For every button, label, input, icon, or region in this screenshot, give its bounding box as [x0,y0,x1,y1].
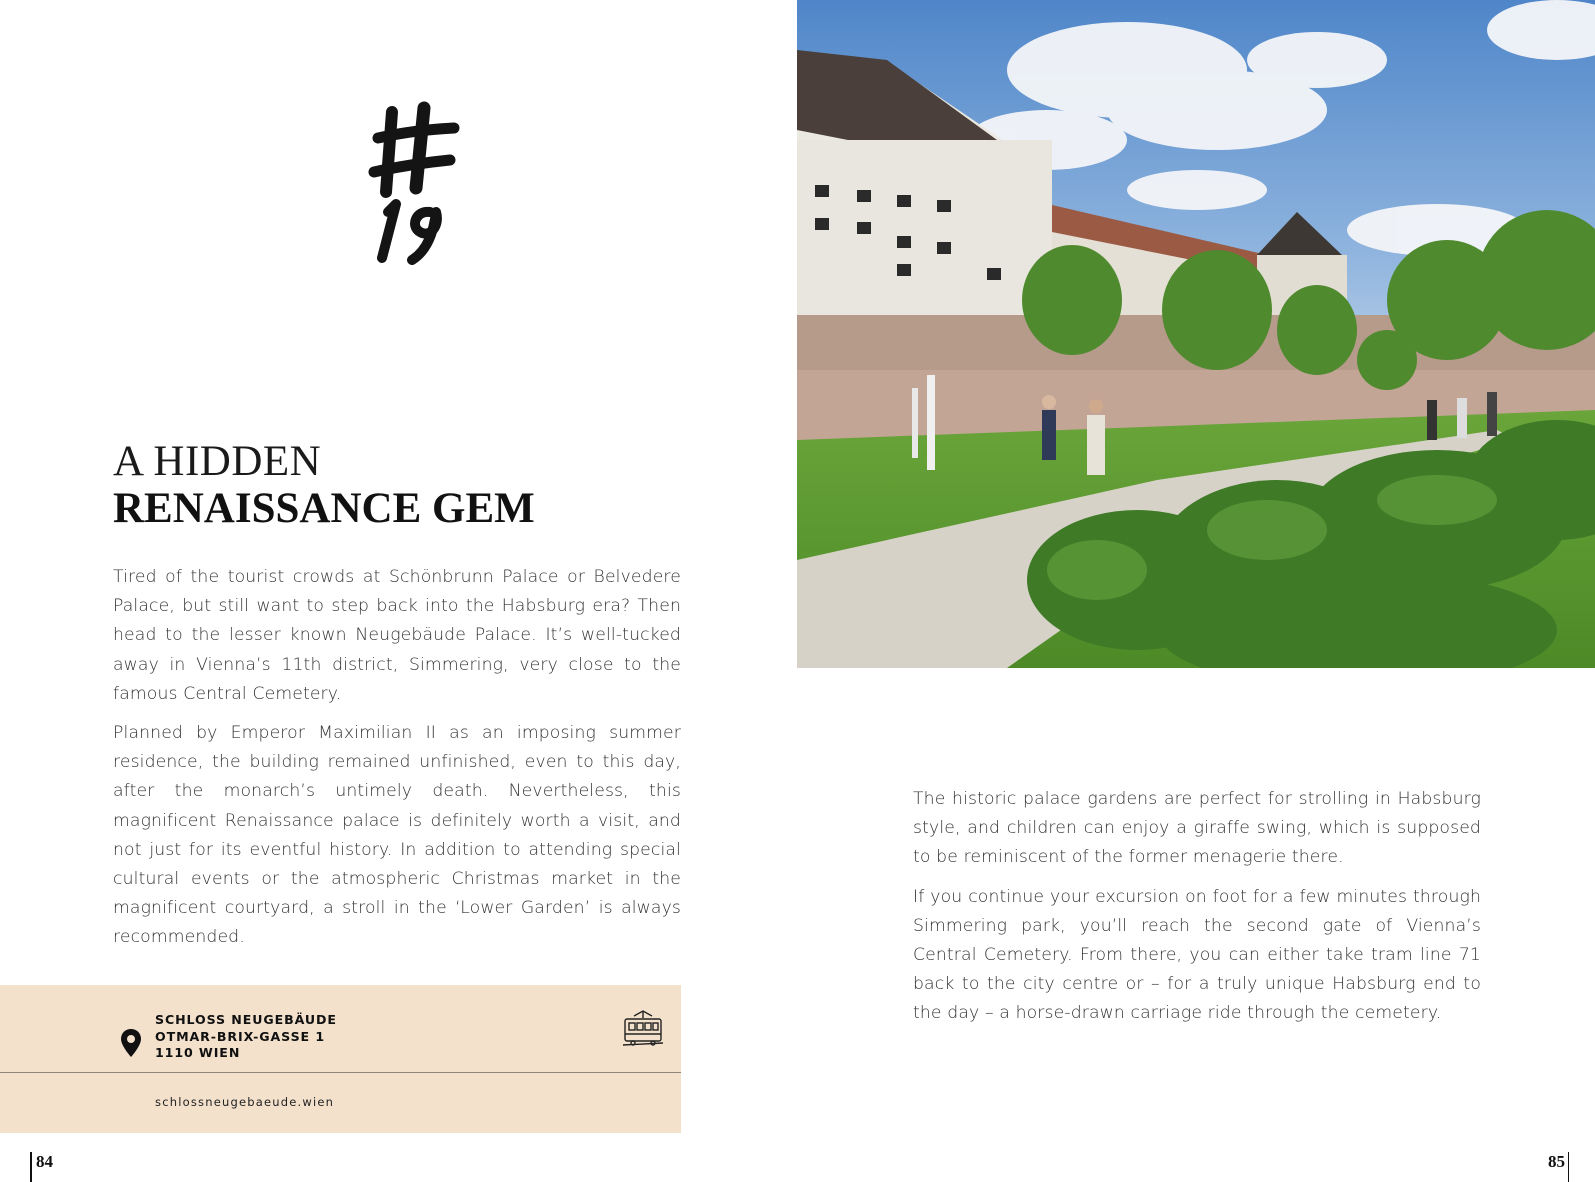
page-number-left: 84 [36,1152,53,1171]
tram-icon [622,1010,664,1050]
paragraph: If you continue your excursion on foot for a few minutes through Simmering park, you’ll reach the second gate of Vienna’s Central Cemetery. From there, you can either take tram line 71 back to the city centre or – for a truly unique Habsburg end to the day – a horse-drawn carriage ride through the cemetery. [913,886,1481,1024]
title-line-2: RENAISSANCE GEM [113,485,535,532]
address-line: 1110 WIEN [155,1045,241,1060]
page-number-rule [1568,1152,1570,1182]
brush-hashtag-19 [368,100,478,270]
title-line-1: A HIDDEN [113,438,322,485]
page-title [113,440,535,530]
page-number-right: 85 [1548,1152,1565,1171]
info-box [0,985,681,1133]
website-link[interactable]: schlossneugebaeude.wien [155,1095,335,1109]
palace-garden-photo [797,0,1595,668]
right-body-text [913,785,1481,1039]
info-divider [0,1072,681,1073]
left-body-text [113,563,681,963]
page-number-rule [30,1152,32,1182]
paragraph: Planned by Emperor Maximilian II as an imposing summer residence, the building remained unfinished, even to this day, after the monarch’s untimely death. Nevertheless, this magnificent Renaissance palace is definitely worth a visit, and not just for its eventful history. In addition to attending special cultural events or the atmospheric Christmas market in the magnificent courtyard, a stroll in the ‘Lower Garden’ is always recommended. [113,723,681,948]
paragraph: The historic palace gardens are perfect for strolling in Habsburg style, and children can enjoy a giraffe swing, which is supposed to be reminiscent of the former menagerie there. [913,789,1481,868]
map-pin-icon [120,1028,142,1058]
address-line: SCHLOSS NEUGEBÄUDE [155,1012,337,1027]
address-line: OTMAR-BRIX-GASSE 1 [155,1028,325,1044]
address-block [155,1012,337,1062]
paragraph: Tired of the tourist crowds at Schönbrunn Palace or Belvedere Palace, but still want to step back into the Habsburg era? Then head to the lesser known Neugebäude Palace. It’s well-tucked away in Vienna’s 11th district, Simmering, very close to the famous Central Cemetery. [113,567,681,704]
hashtag-number-mark [368,100,478,270]
